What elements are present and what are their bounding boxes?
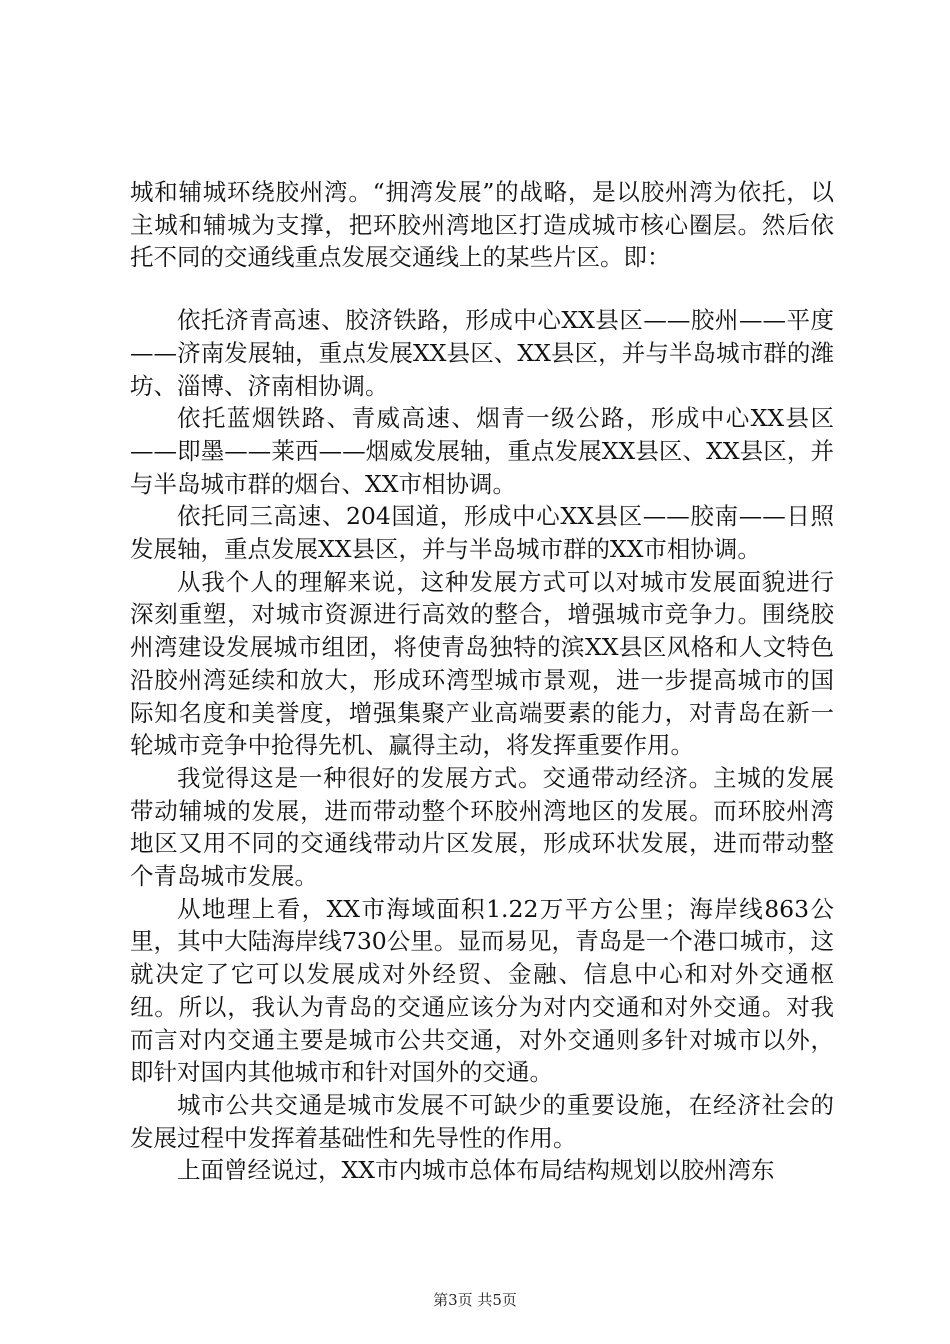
paragraph-1: 城和辅城环绕胶州湾。“拥湾发展”的战略，是以胶州湾为依托，以主城和辅城为支撑，把环胶州湾地区打造成城市核心圈层。然后依托不同的交通线重点发展交通线上的某些片区。即： <box>130 178 834 272</box>
page-footer <box>0 1290 950 1310</box>
paragraph-gap <box>130 274 834 304</box>
paragraph-4: 依托同三高速、204国道，形成中心XX县区——胶南——日照发展轴，重点发展XX县区，并与半岛城市群的XX市相协调。 <box>130 502 834 564</box>
paragraph-3: 依托蓝烟铁路、青威高速、烟青一级公路，形成中心XX县区——即墨——莱西——烟威发展轴，重点发展XX县区、XX县区，并与半岛城市群的烟台、XX市相协调。 <box>130 404 834 498</box>
document-body <box>130 176 834 1187</box>
page-number-label: 第3页 共5页 <box>433 1291 517 1309</box>
paragraph-9: 上面曾经说过，XX市内城市总体布局结构规划以胶州湾东 <box>177 1156 775 1185</box>
paragraph-5: 从我个人的理解来说，这种发展方式可以对城市发展面貌进行深刻重塑，对城市资源进行高效的整合，增强城市竞争力。围绕胶州湾建设发展城市组团，将使青岛独特的滨XX县区风格和人文特色沿胶州湾延续和放大，形成环湾型城市景观，进一步提高城市的国际知名度和美誉度，增强集聚产业高端要素的能力，对青岛在新一轮城市竞争中抢得先机、赢得主动，将发挥重要作用。 <box>130 567 834 760</box>
paragraph-6: 我觉得这是一种很好的发展方式。交通带动经济。主城的发展带动辅城的发展，进而带动整个环胶州湾地区的发展。而环胶州湾地区又用不同的交通线带动片区发展，形成环状发展，进而带动整个青岛城市发展。 <box>130 763 834 891</box>
paragraph-8: 城市公共交通是城市发展不可缺少的重要设施，在经济社会的发展过程中发挥着基础性和先导性的作用。 <box>130 1090 834 1152</box>
paragraph-7: 从地理上看，XX市海域面积1.22万平方公里；海岸线863公里，其中大陆海岸线730公里。显而易见，青岛是一个港口城市，这就决定了它可以发展成对外经贸、金融、信息中心和对外交通枢纽。所以，我认为青岛的交通应该分为对内交通和对外交通。对我而言对内交通主要是城市公共交通，对外交通则多针对城市以外，即针对国内其他城市和针对国外的交通。 <box>130 894 834 1087</box>
paragraph-2: 依托济青高速、胶济铁路，形成中心XX县区——胶州——平度——济南发展轴，重点发展XX县区、XX县区，并与半岛城市群的潍坊、淄博、济南相协调。 <box>130 306 834 400</box>
